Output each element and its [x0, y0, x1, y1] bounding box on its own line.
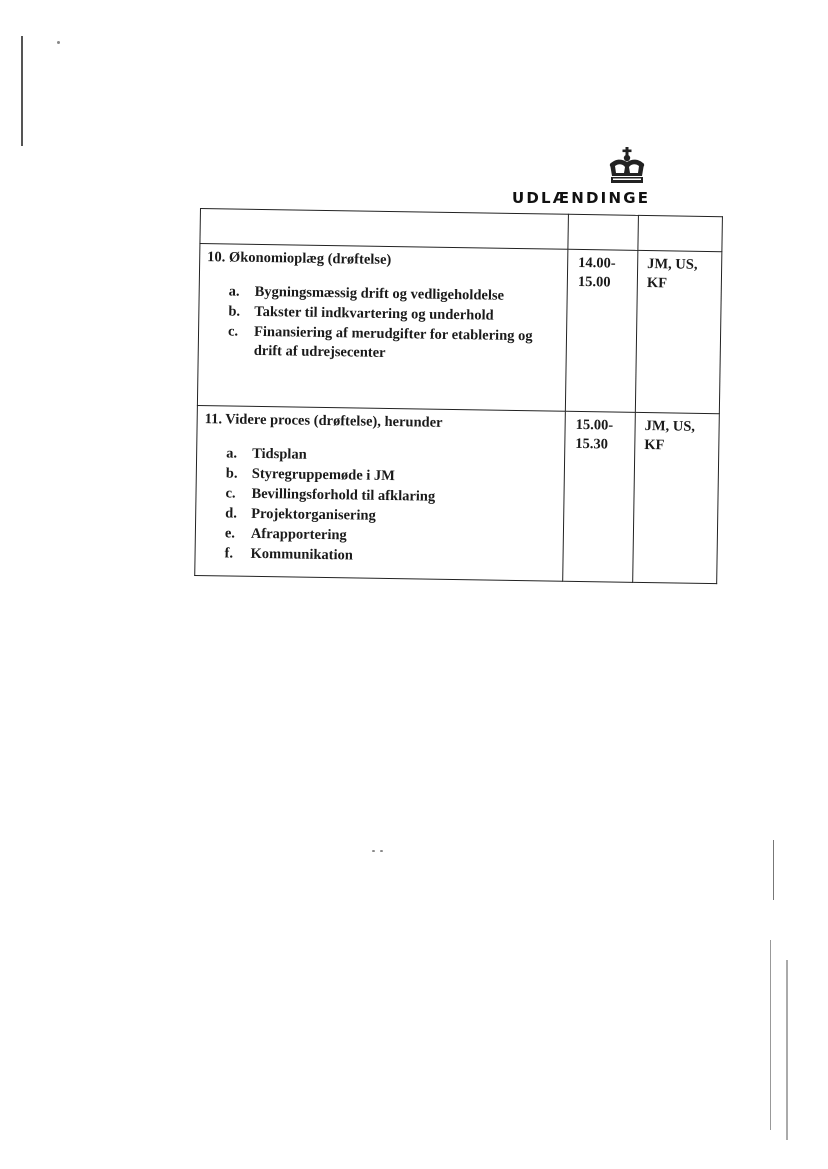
- scan-speck: [57, 41, 60, 44]
- agency-name: UDLÆNDINGE: [512, 189, 651, 207]
- scan-speck: [380, 850, 383, 852]
- responsible-line: KF: [646, 275, 668, 292]
- time-start: 15.00-: [575, 416, 614, 434]
- responsible-cell: [635, 251, 722, 414]
- subitem-letter: d.: [225, 505, 238, 522]
- scan-speck: [372, 850, 375, 852]
- agenda-row: [195, 406, 720, 584]
- subitem-letter: b.: [228, 303, 241, 320]
- scan-edge-mark-right: [770, 940, 771, 1130]
- subitem-letter: e.: [224, 525, 236, 542]
- responsible-cell: [633, 412, 720, 583]
- scan-edge-mark-right-2: [786, 960, 788, 1140]
- header-cell-time: [568, 214, 639, 250]
- subitem-text: Tidsplan: [252, 445, 307, 463]
- subitem-letter: f.: [224, 545, 234, 562]
- topic-title: 10. Økonomioplæg (drøftelse): [207, 249, 392, 269]
- topic-cell: [197, 244, 567, 412]
- subitem-list: [202, 444, 564, 569]
- subitem-letter: c.: [227, 323, 239, 340]
- subitem-text: Finansiering af merudgifter for etablering og drift af udrejsecenter: [253, 324, 533, 362]
- subitem-text: Projektorganisering: [251, 505, 376, 524]
- subitem-letter: a.: [228, 283, 240, 300]
- subitem-letter: c.: [225, 485, 236, 502]
- subitem-letter: b.: [225, 465, 238, 482]
- time-start: 14.00-: [578, 255, 616, 272]
- header-cell-topic: [200, 209, 569, 250]
- subitem-text: Kommunikation: [250, 545, 354, 564]
- responsible-line: JM, US,: [644, 418, 696, 435]
- subitem-text: Styregruppemøde i JM: [251, 465, 396, 485]
- responsible-line: JM, US,: [647, 256, 698, 274]
- time-end: 15.30: [575, 435, 609, 453]
- scan-edge-mark-left: [21, 36, 23, 146]
- agenda-table: [194, 208, 722, 584]
- topic-cell: [195, 406, 566, 582]
- scan-edge-mark-right-3: [773, 840, 774, 900]
- subitem-text: Bygningsmæssig drift og vedligeholdelse: [254, 284, 505, 304]
- header-cell-responsible: [638, 215, 723, 252]
- subitem: [224, 544, 562, 568]
- time-cell: [563, 411, 636, 582]
- responsible-line: KF: [644, 437, 665, 454]
- subitem-letter: a.: [226, 445, 238, 462]
- crown-icon: [604, 146, 650, 188]
- subitem: [228, 323, 567, 366]
- agenda-row: [197, 244, 721, 414]
- subitem-list: [206, 282, 567, 366]
- time-end: 15.00: [577, 274, 611, 291]
- topic-title: 11. Videre proces (drøftelse), herunder: [204, 411, 443, 431]
- subitem-text: Bevillingsforhold til afklaring: [251, 485, 436, 505]
- subitem-text: Afrapportering: [250, 525, 347, 544]
- subitem-text: Takster til indkvartering og underhold: [254, 304, 494, 324]
- time-cell: [565, 249, 638, 412]
